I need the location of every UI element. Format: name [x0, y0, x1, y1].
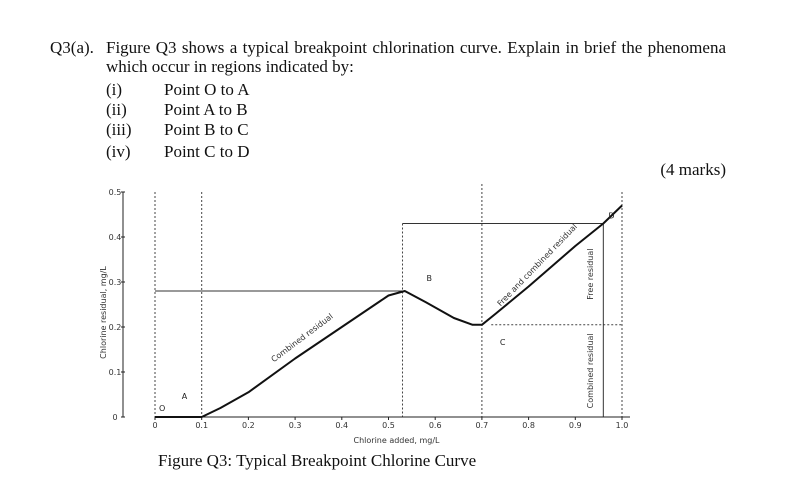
chart-labels: [99, 212, 614, 446]
x-tick-label: 0.6: [428, 421, 442, 430]
x-tick-label: 0.7: [475, 421, 489, 430]
point-label-o: O: [159, 404, 166, 413]
combined-residual-segment-label: Combined residual: [269, 311, 335, 365]
y-tick-label: 0.1: [108, 368, 122, 377]
item-text: Point C to D: [164, 142, 250, 161]
item-text: Point A to B: [164, 100, 248, 119]
region-free-residual-label: Free residual: [585, 248, 595, 300]
x-tick-label: 0.2: [242, 421, 255, 430]
breakpoint-curve: [155, 206, 622, 418]
x-tick-label: 0.5: [382, 421, 395, 430]
point-label-a: A: [181, 392, 188, 401]
y-tick-label: 0.4: [108, 233, 122, 242]
point-label-c: C: [499, 337, 506, 347]
y-tick-label: 0.5: [108, 188, 122, 197]
free-combined-segment-label: Free and combined residual: [495, 222, 579, 309]
y-tick-label: 0.3: [108, 278, 122, 287]
y-axis-label: Chlorine residual, mg/L: [99, 266, 108, 359]
item-text: Point O to A: [164, 80, 250, 99]
item-number: (iv): [106, 142, 131, 161]
x-tick-label: 0.9: [568, 421, 582, 430]
x-tick-label: 0.4: [335, 421, 349, 430]
item-number: (iii): [106, 120, 132, 139]
x-tick-label: 0: [152, 421, 158, 430]
question-text: Figure Q3 shows a typical breakpoint chlorination curve. Explain in brief the phenomena which occur in regions indicated by:: [106, 38, 726, 76]
y-tick-label: 0.2: [108, 323, 122, 332]
point-label-b: B: [426, 274, 433, 283]
chart-curve-layer: [155, 206, 622, 418]
x-tick-label: 0.3: [288, 421, 302, 430]
figure-caption: Figure Q3: Typical Breakpoint Chlorine Curve: [158, 451, 477, 470]
x-tick-label: 0.8: [522, 421, 535, 430]
marks-label: (4 marks): [660, 160, 726, 179]
y-tick-label: 0: [112, 413, 118, 422]
item-number: (i): [106, 80, 123, 99]
point-label-d: D: [608, 211, 615, 221]
x-tick-label: 1.0: [615, 421, 629, 430]
x-axis-label: Chlorine added, mg/L: [353, 436, 440, 445]
item-text: Point B to C: [164, 120, 249, 139]
question-number: Q3(a).: [50, 38, 94, 57]
x-tick-label: 0.1: [195, 421, 209, 430]
chart-dotted-lines: [155, 184, 622, 417]
item-number: (ii): [106, 100, 127, 119]
region-combined-residual-label: Combined residual: [585, 333, 595, 409]
